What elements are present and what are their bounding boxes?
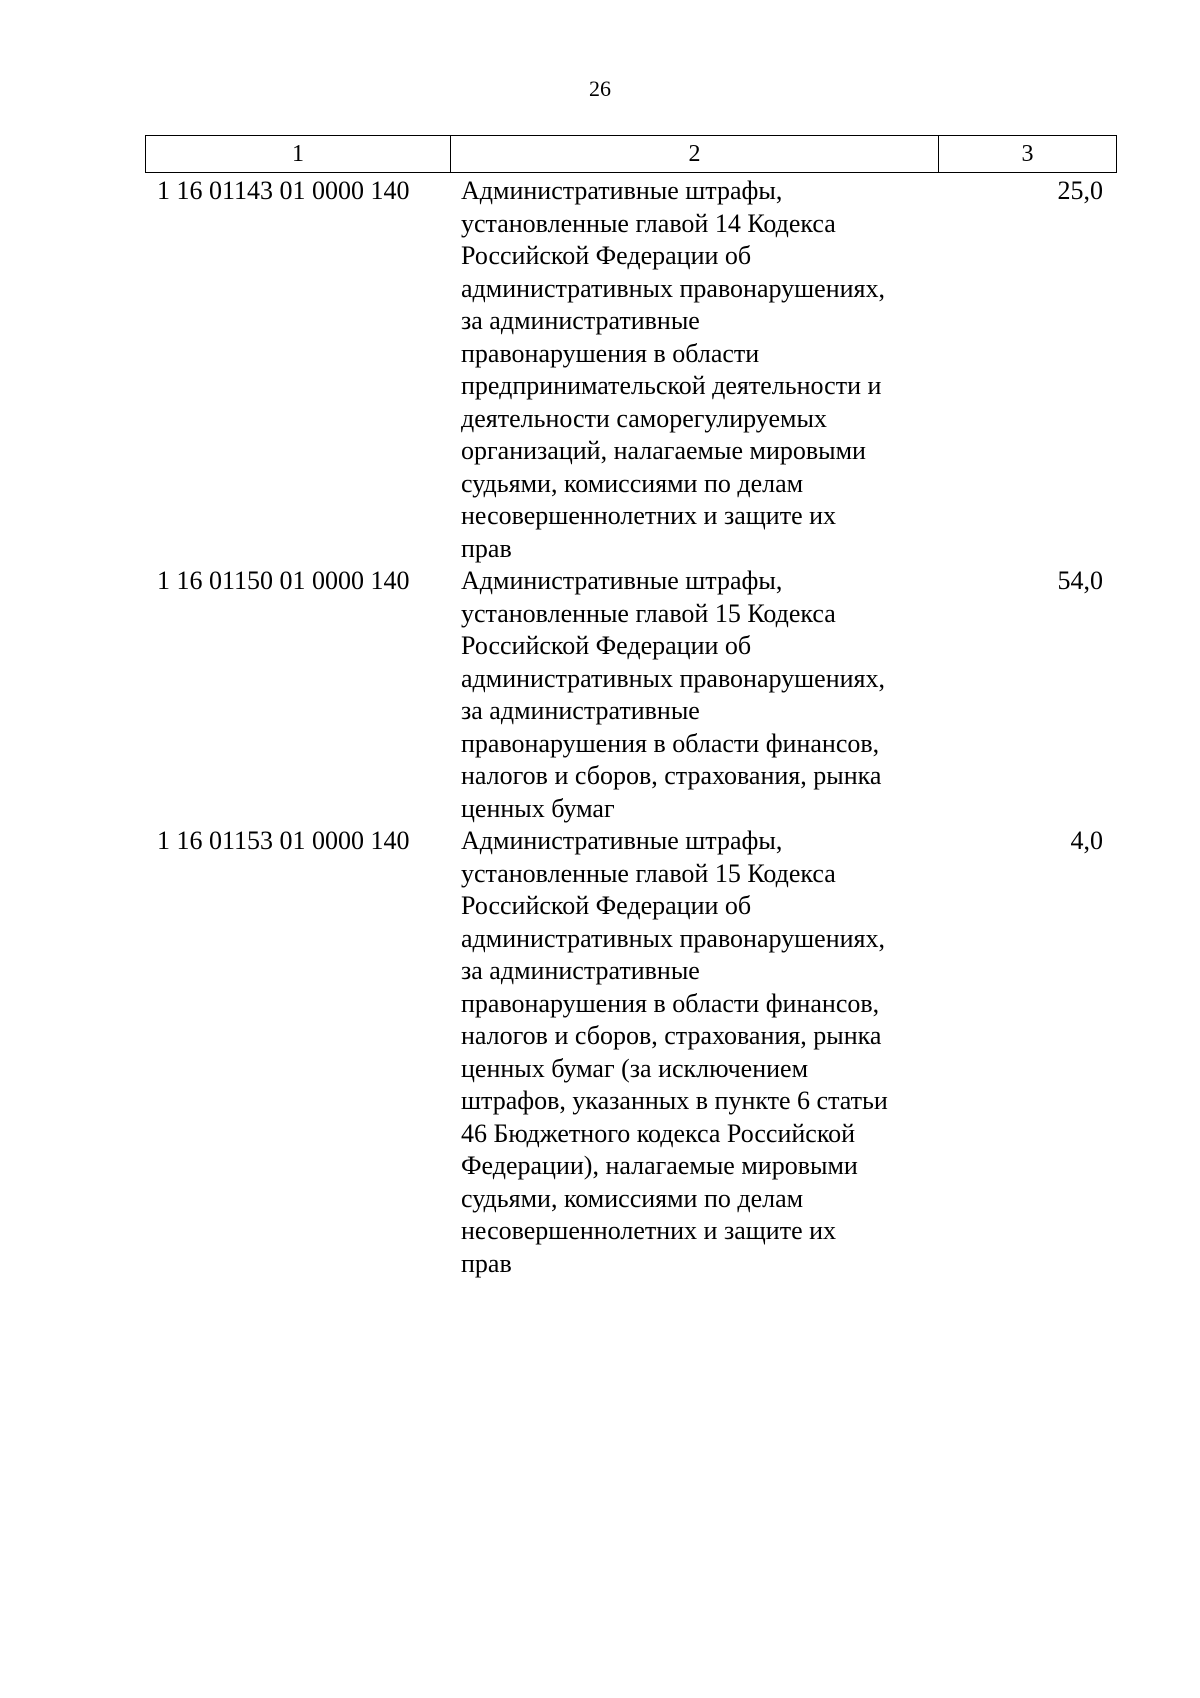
- description-line: административных правонарушениях,: [461, 663, 885, 693]
- description-line: несовершеннолетних и защите их: [461, 501, 837, 530]
- description-line: за административные: [461, 306, 700, 335]
- revenue-description: [449, 175, 936, 565]
- header-col-2: 2: [451, 136, 939, 173]
- revenue-code: 1 16 01143 01 0000 140: [157, 176, 410, 205]
- description-line: судьями, комиссиями по делам: [461, 1183, 804, 1213]
- description-line: Российской Федерации об: [461, 241, 752, 270]
- description-line: налогов и сборов, страхования, рынка: [461, 761, 882, 790]
- description-line: правонарушения в области финансов,: [461, 728, 880, 758]
- table-row: [145, 565, 1115, 825]
- description-line: за административные: [461, 956, 700, 985]
- page-number: 26: [589, 76, 611, 101]
- description-line: прав: [461, 533, 512, 563]
- revenue-code: 1 16 01153 01 0000 140: [157, 826, 410, 855]
- description-line: налогов и сборов, страхования, рынка: [461, 1021, 882, 1050]
- amount-value: 54,0: [1057, 566, 1103, 595]
- table-body: [145, 175, 1115, 1280]
- description-line: правонарушения в области финансов,: [461, 988, 880, 1018]
- description-line: предпринимательской деятельности и: [461, 371, 882, 400]
- description-line: прав: [461, 1248, 512, 1278]
- description-line: за административные: [461, 696, 700, 725]
- description-line: 46 Бюджетного кодекса Российской: [461, 1118, 856, 1148]
- description-line: штрафов, указанных в пункте 6 статьи: [461, 1086, 888, 1115]
- revenue-description: [449, 825, 936, 1280]
- description-line: Административные штрафы,: [461, 176, 783, 205]
- description-line: Российской Федерации об: [461, 631, 752, 660]
- description-line: Административные штрафы,: [461, 826, 783, 855]
- description-line: административных правонарушениях,: [461, 923, 885, 953]
- amount-value: 4,0: [1070, 826, 1103, 855]
- table-header: [145, 135, 1117, 173]
- amount-value: 25,0: [1057, 176, 1103, 205]
- description-line: установленные главой 15 Кодекса: [461, 858, 836, 888]
- description-line: деятельности саморегулируемых: [461, 403, 827, 433]
- header-col-3: 3: [939, 136, 1117, 173]
- description-line: Федерации), налагаемые мировыми: [461, 1151, 858, 1180]
- description-line: правонарушения в области: [461, 338, 760, 368]
- description-line: несовершеннолетних и защите их: [461, 1216, 837, 1245]
- description-line: административных правонарушениях,: [461, 273, 885, 303]
- description-line: установленные главой 15 Кодекса: [461, 598, 836, 628]
- description-line: организаций, налагаемые мировыми: [461, 436, 866, 465]
- table-row: [145, 175, 1115, 565]
- description-line: Российской Федерации об: [461, 891, 752, 920]
- description-line: судьями, комиссиями по делам: [461, 468, 804, 498]
- description-line: ценных бумаг (за исключением: [461, 1053, 809, 1083]
- table-row: [145, 825, 1115, 1280]
- revenue-code: 1 16 01150 01 0000 140: [157, 566, 410, 595]
- description-line: Административные штрафы,: [461, 566, 783, 595]
- description-line: установленные главой 14 Кодекса: [461, 208, 836, 238]
- description-line: ценных бумаг: [461, 793, 615, 823]
- revenue-description: [449, 565, 936, 825]
- header-col-1: 1: [146, 136, 451, 173]
